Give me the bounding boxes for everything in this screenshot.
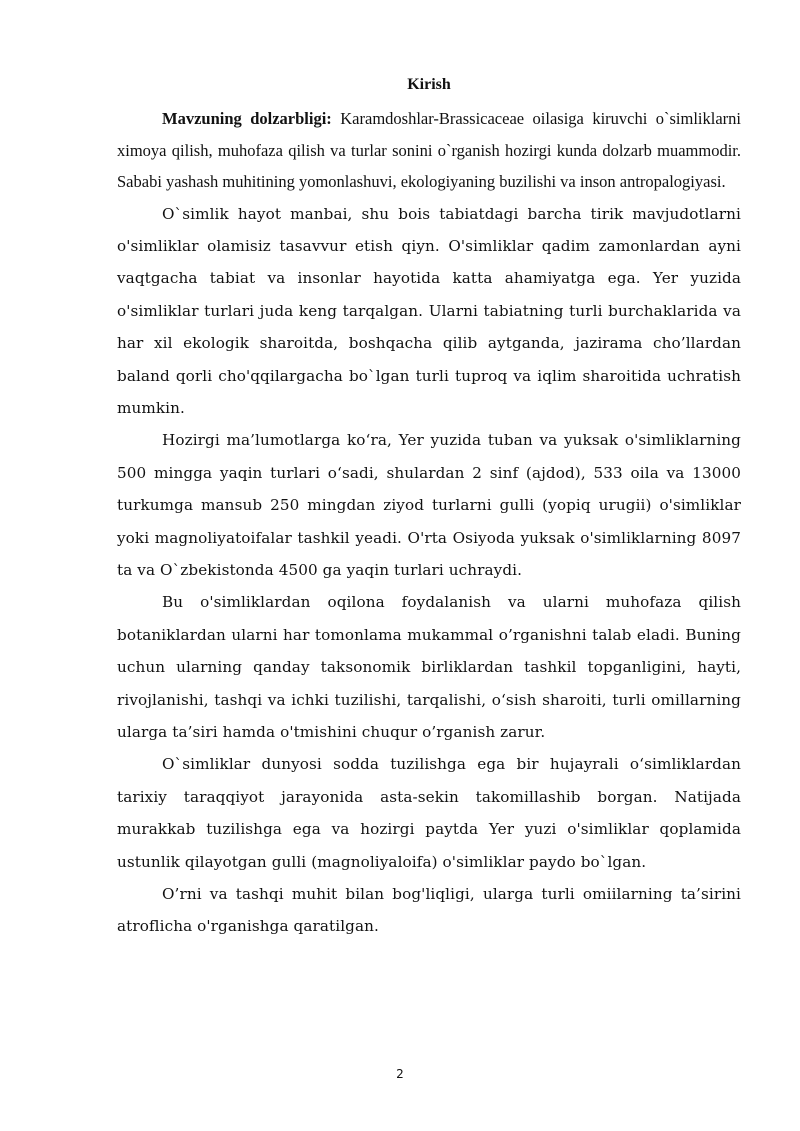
- document-body: [117, 74, 741, 943]
- page-number: 2: [396, 1067, 404, 1081]
- relevance-text: Karamdoshlar-Brassicaceae oilasiga kiruvchi o`simliklarni ximoya qilish, muhofaza qilish va turlar sonini o`rganish hozirgi kunda dolzarb muammodir. Sababi yashash muhitining yomonlashuvi, ekologiyaning buzilishi va inson antropalogiyasi.: [117, 109, 742, 191]
- section-heading: Kirish: [407, 76, 451, 93]
- body-paragraph-rational-use: Bu o'simliklardan oqilona foydalanish va ularni muhofaza qilish botaniklardan ularni har tomonlama mukammal o’rganishni talab eladi. Buning uchun ularning qanday taksonomik birliklardan tashkil topganligini, hayti, rivojlanishi, tashqi va ichki tuzilishi, tarqalishi, o‘sish sharoiti, turli omillarning ularga ta’siri hamda o'tmishini chuqur o’rganish zarur.: [117, 593, 741, 741]
- body-paragraph-plants-life-source: O`simlik hayot manbai, shu bois tabiatdagi barcha tirik mavjudotlarni o'simliklar olamisiz tasavvur etish qiyn. O'simliklar qadim zamonlardan ayni vaqtgacha tabiat va insonlar hayotida katta ahamiyatga ega. Yer yuzida o'simliklar turlari juda keng tarqalgan. Ularni tabiatning turli burchaklarida va har xil ekologik sharoitda, boshqacha qilib aytganda, jazirama cho’llardan baland qorli cho'qqilargacha bo`lgan turli tuproq va iqlim sharoitida uchratish mumkin.: [117, 204, 741, 417]
- body-paragraph-plant-evolution: O`simliklar dunyosi sodda tuzilishga ega bir hujayrali o‘simliklardan tarixiy taraqqiyot jarayonida asta-sekin takomillashib borgan. Natijada murakkab tuzilishga ega va hozirgi paytda Yer yuzi o'simliklar qoplamida ustunlik qilayotgan gulli (magnoliyaloifa) o'simliklar paydo bo`lgan.: [117, 755, 741, 871]
- body-paragraph-environment: O’rni va tashqi muhit bilan bog'liqligi, ularga turli omiilarning ta’sirini atroflicha o'rganishga qaratilgan.: [117, 885, 741, 936]
- body-paragraph-species-statistics: Hozirgi ma’lumotlarga ko‘ra, Yer yuzida tuban va yuksak o'simliklarning 500 mingga yaqin turlari o‘sadi, shulardan 2 sinf (ajdod), 533 oila va 13000 turkumga mansub 250 mingdan ziyod turlarni gulli (yopiq urugii) o'simliklar yoki magnoliyatoifalar tashkil yeadi. O'rta Osiyoda yuksak o'simliklarning 8097 ta va O`zbekistonda 4500 ga yaqin turlari uchraydi.: [117, 431, 741, 579]
- relevance-paragraph: [117, 103, 741, 198]
- relevance-lead: Mavzuning dolzarbligi:: [162, 109, 332, 128]
